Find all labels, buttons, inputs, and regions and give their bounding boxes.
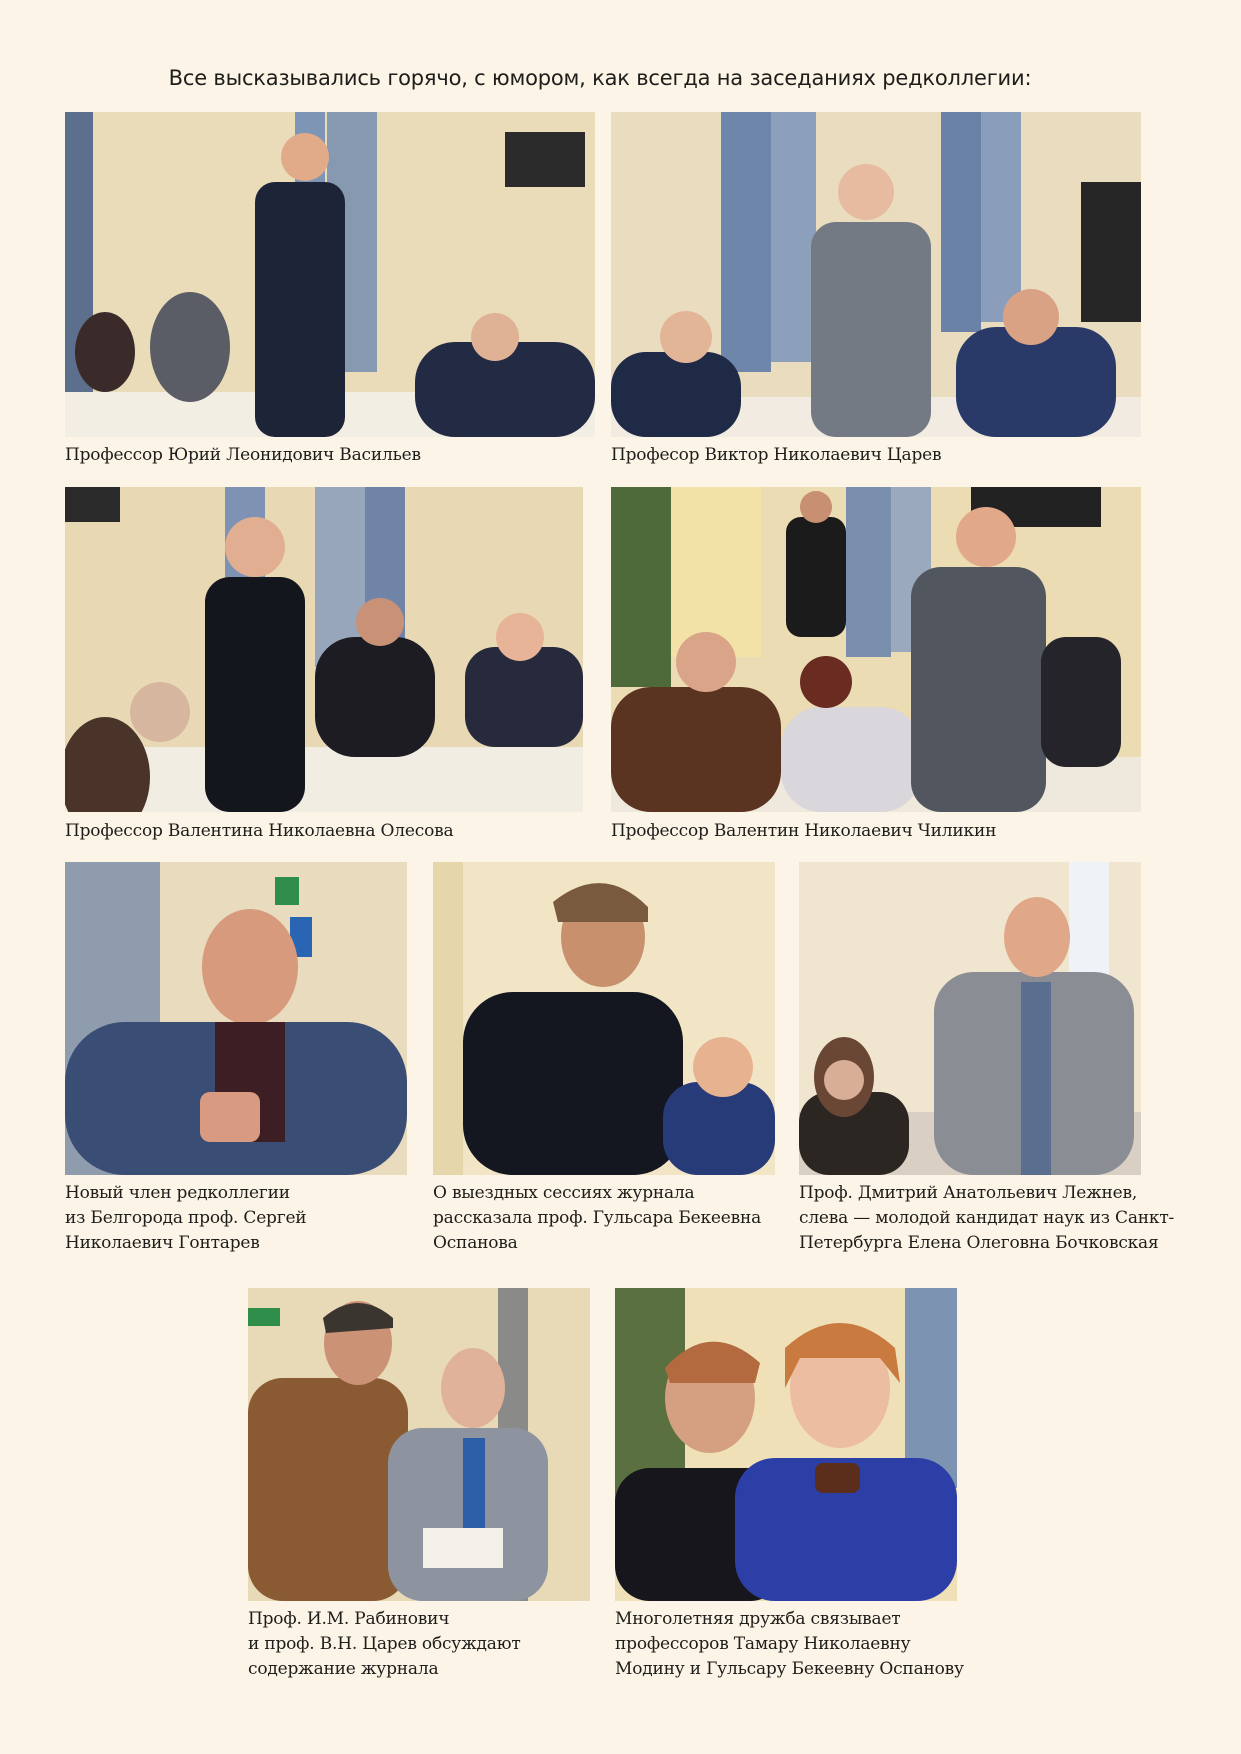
caption-vasiliev [65,443,421,468]
photo-lezhnev [799,862,1141,1175]
caption-line: рассказала проф. Гульсара Бекеевна [433,1208,762,1228]
caption-line: слева — молодой кандидат наук из Санкт- [799,1208,1175,1228]
photo-rabinovich-tsarev [248,1288,590,1601]
photo-chilikin [611,487,1141,812]
caption-line: Профессор Валентин Николаевич Чиликин [611,821,997,841]
photo-vasiliev [65,112,595,437]
caption-line: и проф. В.Н. Царев обсуждают [248,1634,521,1654]
page-heading: Все высказывались горячо, с юмором, как всегда на заседаниях редколлегии: [168,66,1032,90]
photo-olesova [65,487,583,812]
caption-line: Профессор Юрий Леонидович Васильев [65,445,421,465]
caption-rabinovich-tsarev [248,1607,521,1682]
photo-tsarev [611,112,1141,437]
caption-tsarev [611,443,941,468]
photo-ospanova [433,862,775,1175]
caption-line: Петербурга Елена Олеговна Бочковская [799,1233,1159,1253]
photo-modina-ospanova [615,1288,957,1601]
caption-line: Професор Виктор Николаевич Царев [611,445,942,465]
caption-lezhnev [799,1181,1174,1256]
caption-line: Проф. И.М. Рабинович [248,1609,450,1629]
caption-ospanova [433,1181,761,1256]
caption-line: Новый член редколлегии [65,1183,290,1203]
caption-line: профессоров Тамару Николаевну [615,1634,911,1654]
caption-line: О выездных сессиях журнала [433,1183,695,1203]
caption-chilikin [611,819,996,844]
caption-line: Профессор Валентина Николаевна Олесова [65,821,454,841]
caption-line: Проф. Дмитрий Анатольевич Лежнев, [799,1183,1138,1203]
caption-olesova [65,819,453,844]
caption-line: Модину и Гульсару Бекеевну Оспанову [615,1659,964,1679]
caption-gontarev [65,1181,306,1256]
caption-modina-ospanova [615,1607,964,1682]
caption-line: Оспанова [433,1233,518,1253]
caption-line: из Белгорода проф. Сергей [65,1208,307,1228]
caption-line: содержание журнала [248,1659,439,1679]
caption-line: Николаевич Гонтарев [65,1233,260,1253]
caption-line: Многолетняя дружба связывает [615,1609,901,1629]
photo-gontarev [65,862,407,1175]
